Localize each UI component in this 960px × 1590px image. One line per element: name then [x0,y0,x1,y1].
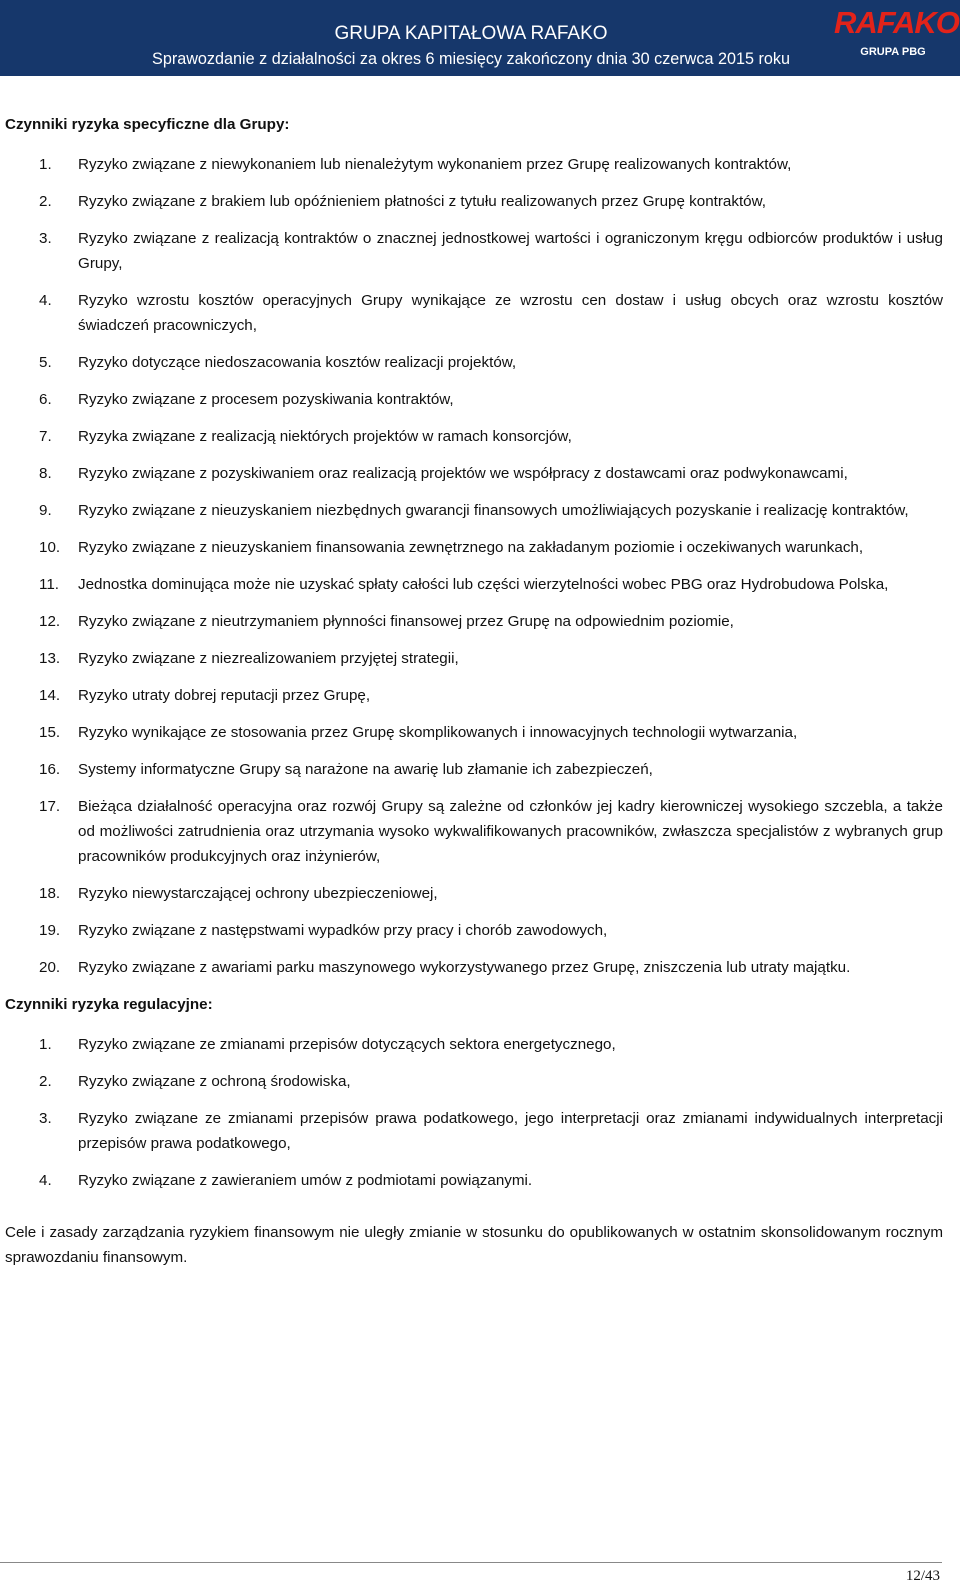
list-item-text: Ryzyko związane z ochroną środowiska, [78,1073,351,1090]
list-item [5,955,943,980]
list-item-number: 16. [39,761,61,778]
list-item-text: Ryzyko związane z niezrealizowaniem przyjętej strategii, [78,650,459,667]
list-item-text: Ryzyko związane z procesem pozyskiwania kontraktów, [78,391,454,408]
list-item [5,683,943,708]
list-item [5,1032,943,1057]
list-item-number: 15. [39,724,61,741]
list-item-number: 13. [39,650,61,667]
list-item [5,720,943,745]
list-item-text: Jednostka dominująca może nie uzyskać spłaty całości lub części wierzytelności wobec PBG oraz Hydrobudowa Polska, [78,576,889,593]
list-item-number: 17. [39,798,61,815]
list-item-text: Ryzyko związane z zawieraniem umów z podmiotami powiązanymi. [78,1172,533,1189]
list-item [5,226,943,276]
list-item-text: Ryzyko związane z niewykonaniem lub nienależytym wykonaniem przez Grupę realizowanych kontraktów, [78,156,792,173]
list-item-text: Ryzyko związane z awariami parku maszynowego wykorzystywanego przez Grupę, zniszczenia lub utraty majątku. [78,959,851,976]
list-item-number: 20. [39,959,61,976]
list-item [5,350,943,375]
report-subtitle: Sprawozdanie z działalności za okres 6 miesięcy zakończony dnia 30 czerwca 2015 roku [152,50,790,68]
regulatory-risks-heading: Czynniki ryzyka regulacyjne: [5,996,213,1013]
list-item [5,1069,943,1094]
list-item [5,794,943,869]
list-item [5,288,943,338]
page-number: 12/43 [905,1568,940,1584]
logo-subtitle: GRUPA PBG [860,46,926,58]
list-item [5,1168,943,1193]
list-item-number: 9. [39,502,52,519]
list-item [5,609,943,634]
list-item-text: Systemy informatyczne Grupy są narażone na awarię lub złamanie ich zabezpieczeń, [78,761,653,778]
list-item-text: Ryzyko związane z nieuzyskaniem finansowania zewnętrznego na zakładanym poziomie i oczekiwanych warunkach, [78,539,864,556]
rafako-logo [834,4,959,68]
list-item-text: Ryzyko wzrostu kosztów operacyjnych Grupy wynikające ze wzrostu cen dostaw i usług obcych oraz wzrostu kosztów świadczeń pracowniczych, [78,292,943,334]
list-item [5,881,943,906]
list-item-number: 7. [39,428,52,445]
list-item-number: 12. [39,613,61,630]
report-header [0,0,960,76]
list-item-number: 10. [39,539,61,556]
list-item-text: Bieżąca działalność operacyjna oraz rozwój Grupy są zależne od członków jej kadry kierowniczej wysokiego szczebla, a także od możliwości zatrudnienia oraz utrzymania wysoko wykwalifikowanych pracowników, zwłaszcza specjalistów z wybranych grup pracowników produkcyjnych oraz inżynierów, [78,798,943,865]
list-item-number: 11. [39,576,59,593]
regulatory-risks-list [5,1032,943,1193]
list-item [5,757,943,782]
list-item-number: 4. [39,292,52,309]
list-item-text: Ryzyko związane z następstwami wypadków przy pracy i chorób zawodowych, [78,922,608,939]
list-item-text: Ryzyko związane z nieutrzymaniem płynności finansowej przez Grupę na odpowiednim poziomie, [78,613,734,630]
list-item-number: 1. [39,156,52,173]
list-item-number: 2. [39,193,52,210]
list-item [5,918,943,943]
closing-paragraph: Cele i zasady zarządzania ryzykiem finansowym nie uległy zmianie w stosunku do opublikowanych w ostatnim skonsolidowanym rocznym sprawozdaniu finansowym. [5,1224,943,1266]
list-item-number: 4. [39,1172,52,1189]
list-item-text: Ryzyko dotyczące niedoszacowania kosztów realizacji projektów, [78,354,517,371]
list-item-text: Ryzyko związane z brakiem lub opóźnieniem płatności z tytułu realizowanych przez Grupę kontraktów, [78,193,766,210]
list-item-number: 5. [39,354,52,371]
list-item-number: 18. [39,885,61,902]
list-item [5,387,943,412]
list-item-number: 3. [39,1110,52,1127]
list-item-text: Ryzyko niewystarczającej ochrony ubezpieczeniowej, [78,885,438,902]
list-item-text: Ryzyko związane z realizacją kontraktów o znacznej jednostkowej wartości i ograniczonym kręgu odbiorców produktów i usług Grupy, [78,230,943,272]
list-item-text: Ryzyko związane z pozyskiwaniem oraz realizacją projektów we współpracy z dostawcami oraz podwykonawcami, [78,465,848,482]
list-item-text: Ryzyko związane ze zmianami przepisów dotyczących sektora energetycznego, [78,1036,616,1053]
list-item-text: Ryzyko wynikające ze stosowania przez Grupę skomplikowanych i innowacyjnych technologii wytwarzania, [78,724,798,741]
document-body [5,112,943,1285]
list-item-text: Ryzyko związane ze zmianami przepisów prawa podatkowego, jego interpretacji oraz zmianami indywidualnych interpretacji przepisów prawa podatkowego, [78,1110,943,1152]
list-item-text: Ryzyko związane z nieuzyskaniem niezbędnych gwarancji finansowych umożliwiających pozyskanie i realizację kontraktów, [78,502,909,519]
list-item [5,152,943,177]
specific-risks-heading: Czynniki ryzyka specyficzne dla Grupy: [5,116,290,133]
list-item-number: 19. [39,922,61,939]
list-item [5,498,943,523]
list-item-number: 6. [39,391,52,408]
list-item-number: 8. [39,465,52,482]
list-item-number: 3. [39,230,52,247]
footer-divider [0,1562,942,1563]
list-item [5,646,943,671]
list-item [5,535,943,560]
list-item [5,461,943,486]
list-item-number: 2. [39,1073,52,1090]
logo-wordmark: RAFAKO [834,5,959,40]
list-item-number: 1. [39,1036,52,1053]
group-title: GRUPA KAPITAŁOWA RAFAKO [334,23,608,44]
list-item-text: Ryzyka związane z realizacją niektórych projektów w ramach konsorcjów, [78,428,572,445]
list-item [5,189,943,214]
list-item-text: Ryzyko utraty dobrej reputacji przez Grupę, [78,687,371,704]
list-item [5,424,943,449]
list-item-number: 14. [39,687,61,704]
list-item [5,1106,943,1156]
list-item [5,572,943,597]
specific-risks-list [5,152,943,980]
